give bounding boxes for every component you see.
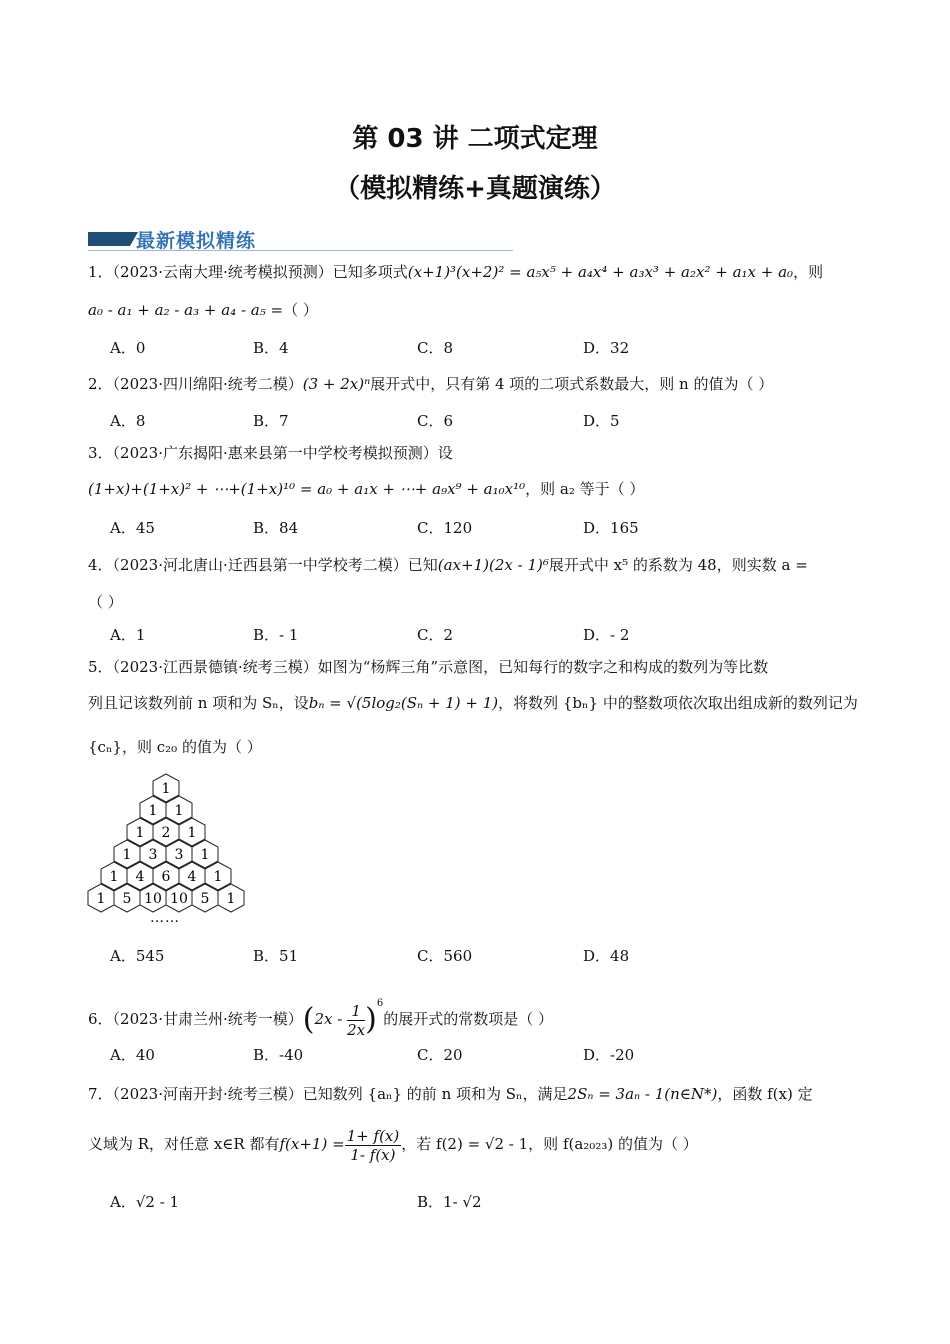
q7-expression: 2Sₙ = 3aₙ - 1(n∈N*) <box>567 1085 718 1103</box>
q5-option-a: A．545 <box>110 947 165 965</box>
q1-expression: (x+1)³(x+2)² = a₅x⁵ + a₄x⁴ + a₃x³ + a₂x² + a₁x + a₀ <box>407 263 794 281</box>
question-6-line <box>88 984 553 1040</box>
q7-fraction <box>345 1127 402 1164</box>
q2-suffix: 展开式中，只有第 4 项的二项式系数最大，则 n 的值为（ ） <box>370 375 774 393</box>
q6-option-b: B．-40 <box>253 1046 304 1064</box>
q1-expression-2: a₀ - a₁ + a₂ - a₃ + a₄ - a₅ = <box>88 301 284 319</box>
hex-value: 1 <box>200 847 210 863</box>
question-1-line-2 <box>88 300 318 320</box>
q7-line2-a: 义域为 R，对任意 x∈R 都有 <box>88 1135 280 1153</box>
q7-option-a: A．√2 - 1 <box>110 1193 180 1211</box>
hex-value: 3 <box>148 847 158 863</box>
question-7-line-2 <box>88 1124 698 1164</box>
q3-option-c: C．120 <box>417 519 473 537</box>
q5-option-d: D．48 <box>583 947 630 965</box>
hex-value: 1 <box>174 803 184 819</box>
q1-suffix: ，则 <box>793 263 824 281</box>
q4-suffix: 展开式中 x⁵ 的系数为 48，则实数 a = <box>548 556 808 574</box>
q1-option-c: C．8 <box>417 339 454 357</box>
q6-prefix: 6．（2023·甘肃兰州·统考一模） <box>88 1010 303 1028</box>
q5-line2-b: ，将数列 {bₙ} 中的整数项依次取出组成新的数列记为 <box>498 694 858 712</box>
q1-answer-blank: （ ） <box>283 301 318 319</box>
q6-fraction-denominator: 2x <box>347 1020 366 1039</box>
hex-value: 10 <box>144 891 162 907</box>
hex-value: 5 <box>200 891 210 907</box>
question-1-line-1 <box>88 262 823 282</box>
q1-option-d: D．32 <box>583 339 630 357</box>
section-label: 最新模拟精练 <box>136 230 257 252</box>
q6-option-a: A．40 <box>110 1046 155 1064</box>
question-7-line-1 <box>88 1084 813 1104</box>
question-5-line-1: 5．（2023·江西景德镇·统考三模）如图为“杨辉三角”示意图，已知每行的数字之和构成的数列为等比数 <box>88 658 769 676</box>
q3-suffix: ，则 a₂ 等于（ ） <box>525 480 645 498</box>
q7-fraction-denominator: 1- f(x) <box>350 1145 396 1164</box>
q6-option-d: D．-20 <box>583 1046 635 1064</box>
question-4-line-2: （ ） <box>88 593 123 611</box>
q6-suffix: 的展开式的常数项是（ ） <box>383 1010 553 1028</box>
hex-value: 1 <box>109 869 119 885</box>
question-5-line-3: {cₙ}，则 c₂₀ 的值为（ ） <box>88 738 262 756</box>
hex-value: 4 <box>187 869 197 885</box>
q2-prefix: 2．（2023·四川绵阳·统考二模） <box>88 375 303 393</box>
q7-option-b: B．1- √2 <box>417 1193 482 1211</box>
q4-option-b: B．- 1 <box>253 626 299 644</box>
question-4-line-1 <box>88 555 808 575</box>
q3-expression: (1+x)+(1+x)² + ⋯+(1+x)¹⁰ = a₀ + a₁x + ⋯+ a₉x⁹ + a₁₀x¹⁰ <box>88 480 526 498</box>
q6-fraction <box>347 1002 365 1039</box>
q4-expression: (ax+1)(2x - 1)⁶ <box>437 556 549 574</box>
question-2-line <box>88 374 773 394</box>
triangle-continuation: …… <box>150 910 180 926</box>
q4-option-d: D．- 2 <box>583 626 630 644</box>
hex-value: 2 <box>161 825 171 841</box>
q1-prefix: 1．（2023·云南大理·统考模拟预测）已知多项式 <box>88 263 408 281</box>
hex-value: 5 <box>122 891 132 907</box>
page-subtitle: （模拟精练+真题演练） <box>334 174 616 204</box>
q4-prefix: 4．（2023·河北唐山·迁西县第一中学校考二模）已知 <box>88 556 438 574</box>
question-5-line-2 <box>88 693 858 713</box>
q7-functional-eq-lhs: f(x+1) = <box>279 1135 345 1153</box>
section-rule <box>88 250 513 251</box>
q7-line1-b: ，函数 f(x) 定 <box>717 1085 813 1103</box>
hex-value: 1 <box>213 869 223 885</box>
hex-value: 1 <box>226 891 236 907</box>
q4-option-c: C．2 <box>417 626 454 644</box>
q7-line2-b: ，若 f(2) = √2 - 1，则 f(a₂₀₂₃) 的值为（ ） <box>401 1135 698 1153</box>
q6-option-c: C．20 <box>417 1046 463 1064</box>
q2-expression: (3 + 2x)ⁿ <box>302 375 371 393</box>
q6-exponent: 6 <box>376 998 384 1009</box>
question-3-line-1: 3．（2023·广东揭阳·惠来县第一中学校考模拟预测）设 <box>88 444 453 462</box>
q1-option-a: A．0 <box>110 339 146 357</box>
hex-value: 1 <box>148 803 158 819</box>
hex-value: 6 <box>161 869 171 885</box>
hex-value: 4 <box>135 869 145 885</box>
q7-line1-a: 7．（2023·河南开封·统考三模）已知数列 {aₙ} 的前 n 项和为 Sₙ，满足 <box>88 1085 568 1103</box>
q6-right-paren: ) <box>365 1002 377 1037</box>
q2-option-b: B．7 <box>253 412 289 430</box>
q6-left-paren: ( <box>302 1002 315 1037</box>
hex-grid <box>84 772 254 922</box>
question-3-line-2 <box>88 479 644 499</box>
hex-value: 3 <box>174 847 184 863</box>
q1-option-b: B．4 <box>253 339 289 357</box>
q2-option-d: D．5 <box>583 412 620 430</box>
hex-value: 1 <box>122 847 132 863</box>
q3-option-a: A．45 <box>110 519 155 537</box>
q3-option-d: D．165 <box>583 519 639 537</box>
hex-value: 1 <box>96 891 106 907</box>
hex-value: 1 <box>187 825 197 841</box>
hex-value: 1 <box>161 781 171 797</box>
q5-option-b: B．51 <box>253 947 299 965</box>
q4-option-a: A．1 <box>110 626 146 644</box>
q5-line2-a: 列且记该数列前 n 项和为 Sₙ，设 <box>88 694 309 712</box>
q6-expression-left: 2x - <box>314 1010 348 1028</box>
hex-value: 10 <box>170 891 188 907</box>
q5-option-c: C．560 <box>417 947 473 965</box>
q3-option-b: B．84 <box>253 519 299 537</box>
page-title: 第 03 讲 二项式定理 <box>352 124 598 154</box>
q2-option-c: C．6 <box>417 412 454 430</box>
hex-value: 1 <box>135 825 145 841</box>
q2-option-a: A．8 <box>110 412 146 430</box>
q7-fraction-numerator: 1+ f(x) <box>346 1126 400 1145</box>
q5-expression: bₙ = √(5log₂(Sₙ + 1) + 1) <box>308 694 499 712</box>
section-banner <box>88 226 513 252</box>
q6-fraction-numerator: 1 <box>347 1002 365 1021</box>
yanghui-triangle-figure <box>84 772 254 926</box>
